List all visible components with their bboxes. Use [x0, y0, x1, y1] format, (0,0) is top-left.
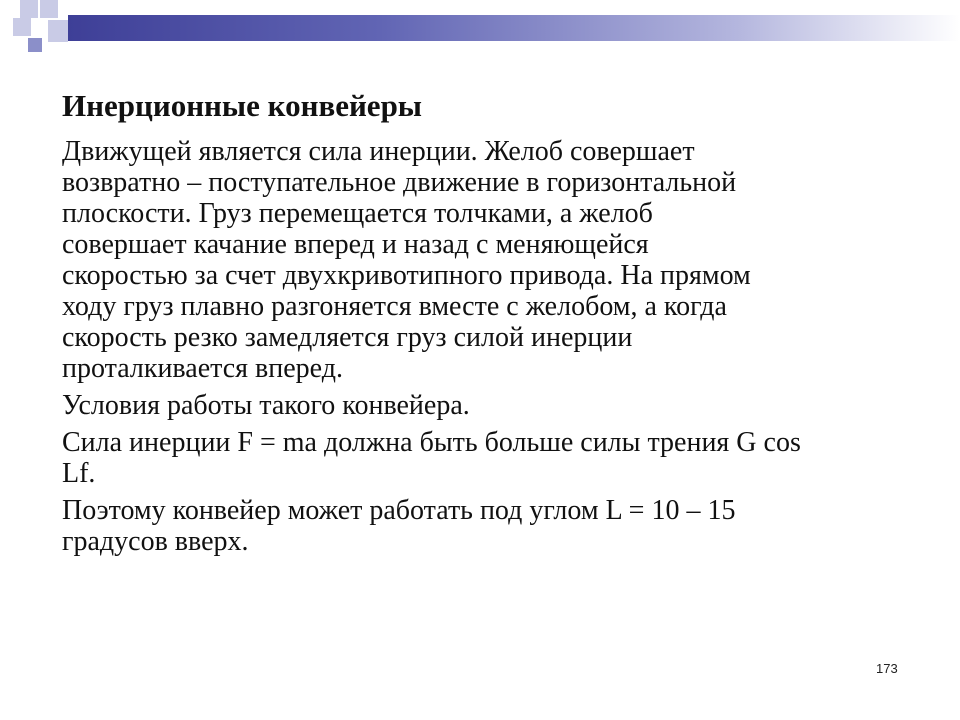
- text-line: возвратно – поступательное движение в горизонтальной: [62, 167, 737, 198]
- slide-title: Инерционные конвейеры: [62, 88, 423, 123]
- text-line: проталкивается вперед.: [62, 353, 343, 384]
- paragraph-inertia-description: [62, 136, 912, 384]
- slide-body: [62, 136, 912, 563]
- text-line: совершает качание вперед и назад с меняющейся: [62, 229, 649, 260]
- paragraph-angle: [62, 495, 912, 557]
- paragraph-inertia-force: [62, 427, 912, 489]
- text-line: Поэтому конвейер может работать под углом L = 10 – 15: [62, 495, 736, 526]
- text-line: скорость резко замедляется груз силой инерции: [62, 322, 633, 353]
- decorative-square: [48, 20, 68, 42]
- text-line: градусов вверх.: [62, 526, 249, 557]
- text-line: Условия работы такого конвейера.: [62, 390, 470, 421]
- text-line: ходу груз плавно разгоняется вместе с желобом, а когда: [62, 291, 727, 322]
- paragraph-working-conditions: [62, 390, 912, 421]
- text-line: плоскости. Груз перемещается толчками, а желоб: [62, 198, 653, 229]
- header-gradient-bar: [68, 15, 960, 41]
- text-line: скоростью за счет двухкривотипного привода. На прямом: [62, 260, 751, 291]
- text-line: Сила инерции F = ma должна быть больше силы трения G cos: [62, 427, 801, 458]
- decorative-square: [28, 38, 42, 52]
- page-number: 173: [876, 661, 898, 676]
- decorative-square: [13, 18, 31, 36]
- decorative-square: [20, 0, 38, 18]
- text-line: Движущей является сила инерции. Желоб совершает: [62, 136, 695, 167]
- text-line: Lf.: [62, 458, 96, 489]
- decorative-square: [40, 0, 58, 18]
